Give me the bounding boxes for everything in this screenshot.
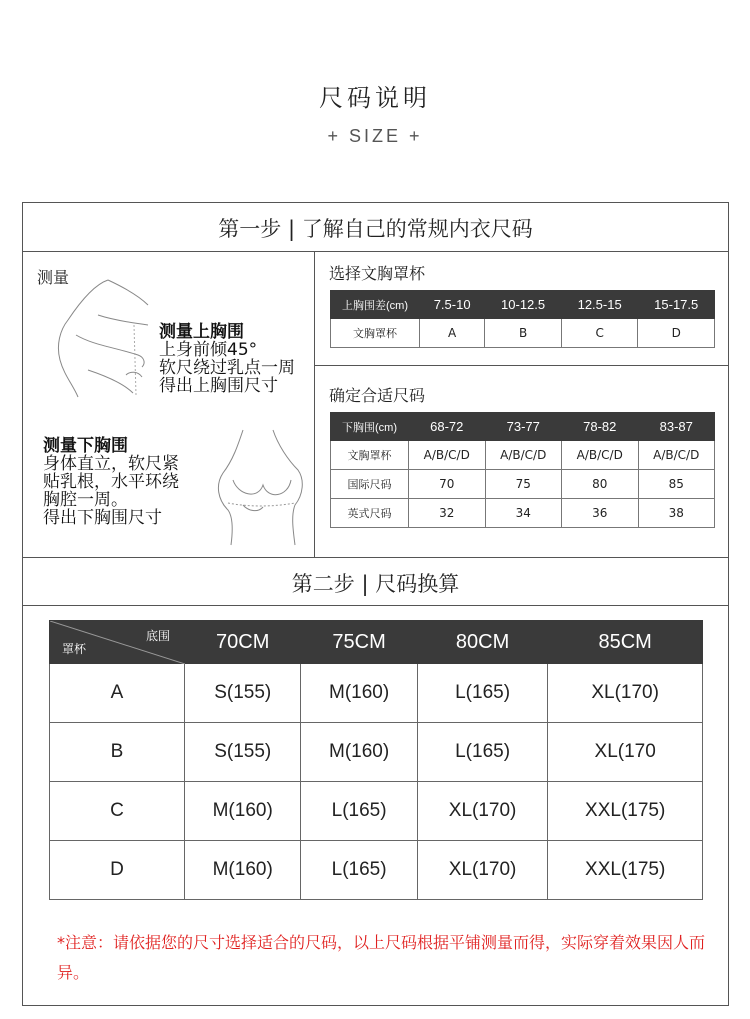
table-cell: M(160)	[301, 723, 417, 782]
table-cell: A/B/C/D	[562, 441, 639, 470]
table-cell: L(165)	[417, 723, 548, 782]
table-header-cell: 85CM	[548, 621, 703, 664]
table-cell: XL(170)	[417, 841, 548, 900]
table-cell: A	[50, 664, 185, 723]
table-cell: XXL(175)	[548, 841, 703, 900]
table-cell: A/B/C/D	[638, 441, 715, 470]
table-row	[331, 319, 715, 348]
table-row	[331, 441, 715, 470]
table-header-cell: 80CM	[417, 621, 548, 664]
under-bust-line: 得出下胸围尺寸	[43, 508, 162, 528]
table-row	[50, 841, 703, 900]
under-bust-illustration	[203, 425, 313, 550]
table-header-cell: 73-77	[485, 413, 562, 441]
divider	[23, 557, 728, 558]
size-confirm-title: 确定合适尺码	[329, 386, 426, 405]
under-bust-line: 胸腔一周。	[43, 490, 128, 510]
table-cell: 34	[485, 499, 562, 528]
table-cell: D	[638, 319, 715, 348]
table-cell: 75	[485, 470, 562, 499]
table-row	[50, 782, 703, 841]
under-bust-line: 身体直立，软尺紧	[43, 454, 179, 474]
table-row	[331, 470, 715, 499]
table-header-cell: 83-87	[638, 413, 715, 441]
corner-label-bottom: 罩杯	[62, 642, 87, 656]
cup-select-title: 选择文胸罩杯	[329, 264, 426, 283]
table-cell: 国际尺码	[331, 470, 409, 499]
upper-bust-line: 上身前倾45°	[159, 340, 258, 360]
table-header-cell: 70CM	[185, 621, 301, 664]
table-header-cell: 68-72	[409, 413, 486, 441]
corner-label-top: 底围	[145, 629, 170, 643]
upper-bust-title: 测量上胸围	[159, 322, 244, 342]
table-cell: 85	[638, 470, 715, 499]
step2-heading: 第二步 | 尺码换算	[291, 572, 460, 596]
table-cell: A/B/C/D	[485, 441, 562, 470]
page-subtitle: + SIZE +	[327, 126, 423, 146]
page-title: 尺码说明	[319, 84, 431, 112]
size-guide-frame	[22, 202, 729, 1006]
table-cell: XL(170)	[417, 782, 548, 841]
table-cell: 36	[562, 499, 639, 528]
table-header-cell: 12.5-15	[561, 291, 638, 319]
table-row	[331, 499, 715, 528]
divider	[23, 605, 728, 606]
step1-heading: 第一步 | 了解自己的常规内衣尺码	[218, 217, 533, 241]
under-bust-instructions	[43, 437, 179, 527]
table-header-cell: 15-17.5	[638, 291, 715, 319]
table-cell: C	[561, 319, 638, 348]
table-cell: 文胸罩杯	[331, 441, 409, 470]
divider	[23, 251, 728, 252]
table-cell: XXL(175)	[548, 782, 703, 841]
table-cell: C	[50, 782, 185, 841]
table-cell: 38	[638, 499, 715, 528]
table-header-cell: 下胸围(cm)	[331, 413, 409, 441]
table-header-cell: 75CM	[301, 621, 417, 664]
upper-bust-line: 得出上胸围尺寸	[159, 376, 278, 396]
table-cell: 70	[409, 470, 486, 499]
table-cell: M(160)	[185, 841, 301, 900]
table-cell: D	[50, 841, 185, 900]
table-header-cell: 78-82	[562, 413, 639, 441]
divider	[315, 365, 728, 366]
table-row	[50, 664, 703, 723]
disclaimer-note: *注意：请依据您的尺寸选择适合的尺码，以上尺码根据平铺测量而得，实际穿着效果因人而异。	[57, 933, 706, 982]
table-cell: S(155)	[185, 723, 301, 782]
table-cell: A	[420, 319, 485, 348]
table-cell: M(160)	[301, 664, 417, 723]
table-header-cell: 上胸围差(cm)	[331, 291, 420, 319]
table-cell: B	[50, 723, 185, 782]
table-cell: XL(170	[548, 723, 703, 782]
table-header-cell: 7.5-10	[420, 291, 485, 319]
cup-select-table	[330, 290, 715, 348]
table-cell: A/B/C/D	[409, 441, 486, 470]
under-bust-title: 测量下胸围	[43, 436, 128, 456]
upper-bust-line: 软尺绕过乳点一周	[159, 358, 295, 378]
under-bust-line: 贴乳根，水平环绕	[43, 472, 179, 492]
table-cell: 文胸罩杯	[331, 319, 420, 348]
size-confirm-table	[330, 412, 715, 528]
table-corner-cell	[50, 621, 185, 664]
upper-bust-instructions	[159, 323, 295, 395]
divider	[314, 251, 315, 557]
upper-bust-illustration	[38, 275, 163, 405]
table-cell: XL(170)	[548, 664, 703, 723]
table-cell: L(165)	[417, 664, 548, 723]
table-header-cell: 10-12.5	[485, 291, 562, 319]
size-conversion-table	[49, 620, 703, 900]
table-cell: S(155)	[185, 664, 301, 723]
table-cell: L(165)	[301, 782, 417, 841]
table-cell: M(160)	[185, 782, 301, 841]
measure-label: 测量	[37, 268, 70, 287]
table-cell: 英式尺码	[331, 499, 409, 528]
table-cell: 80	[562, 470, 639, 499]
table-cell: 32	[409, 499, 486, 528]
table-row	[50, 723, 703, 782]
table-cell: L(165)	[301, 841, 417, 900]
table-cell: B	[485, 319, 562, 348]
